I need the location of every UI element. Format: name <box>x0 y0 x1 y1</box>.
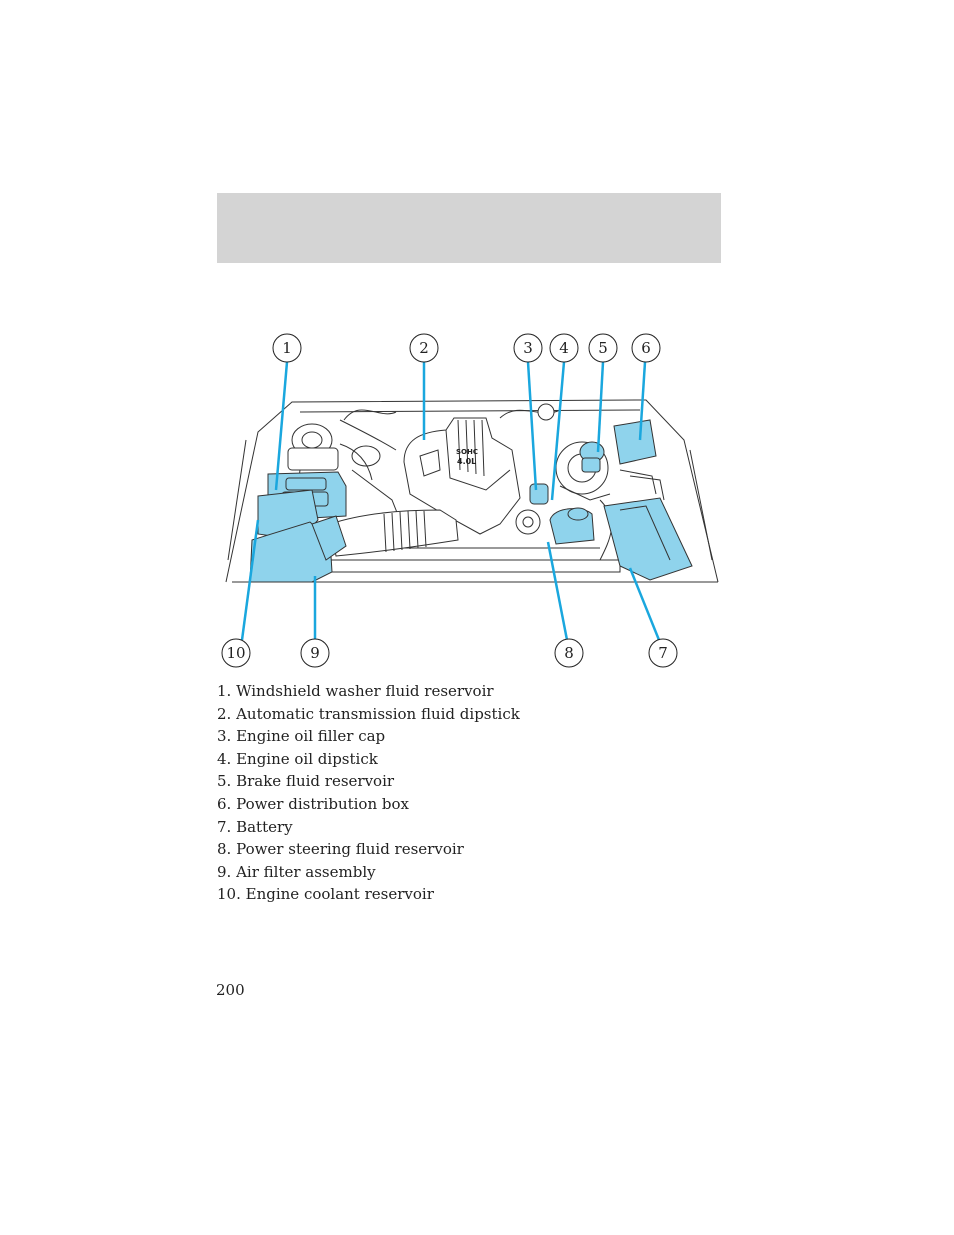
callout-9 <box>301 639 329 667</box>
callout-3 <box>514 334 542 362</box>
legend-item: 6. Power distribution box <box>217 794 409 813</box>
callout-5 <box>589 334 617 362</box>
air-intake-duct <box>330 510 458 556</box>
page-number: 200 <box>216 981 245 999</box>
legend-item: 7. Battery <box>217 817 293 836</box>
legend-item: 1. Windshield washer fluid reservoir <box>217 682 494 700</box>
svg-text:8: 8 <box>564 644 574 662</box>
legend-item: 8. Power steering fluid reservoir <box>217 840 464 859</box>
svg-text:9: 9 <box>310 644 320 662</box>
callout-7 <box>649 639 677 667</box>
callout-8 <box>555 639 583 667</box>
power-steering-reservoir-highlight <box>550 508 594 544</box>
oil-filler-cap-highlight <box>530 484 548 504</box>
legend-item: 10. Engine coolant reservoir <box>217 885 434 904</box>
svg-text:1: 1 <box>282 339 292 357</box>
svg-text:6: 6 <box>641 339 651 357</box>
callout-6 <box>632 334 660 362</box>
callout-10 <box>222 639 250 667</box>
svg-text:4: 4 <box>559 339 569 357</box>
callout-2 <box>410 334 438 362</box>
legend-item: 4. Engine oil dipstick <box>217 749 378 768</box>
parts-legend <box>217 680 520 906</box>
engine-badge-bottom: 4.0L <box>457 457 477 466</box>
power-distribution-box-highlight <box>614 420 656 464</box>
svg-text:10: 10 <box>226 644 246 662</box>
svg-text:2: 2 <box>419 339 429 357</box>
svg-text:7: 7 <box>658 644 668 662</box>
callout-4 <box>550 334 578 362</box>
callout-1 <box>273 334 301 362</box>
brake-fluid-reservoir-highlight <box>580 442 604 472</box>
legend-item: 9. Air filter assembly <box>217 862 376 881</box>
legend-item: 3. Engine oil filler cap <box>217 727 386 746</box>
legend-item: 5. Brake fluid reservoir <box>217 772 395 791</box>
battery-highlight <box>604 498 692 580</box>
svg-text:5: 5 <box>598 339 608 357</box>
engine-badge-top: SOHC <box>456 448 478 456</box>
legend-item: 2. Automatic transmission fluid dipstick <box>217 704 520 723</box>
svg-text:3: 3 <box>523 339 533 357</box>
